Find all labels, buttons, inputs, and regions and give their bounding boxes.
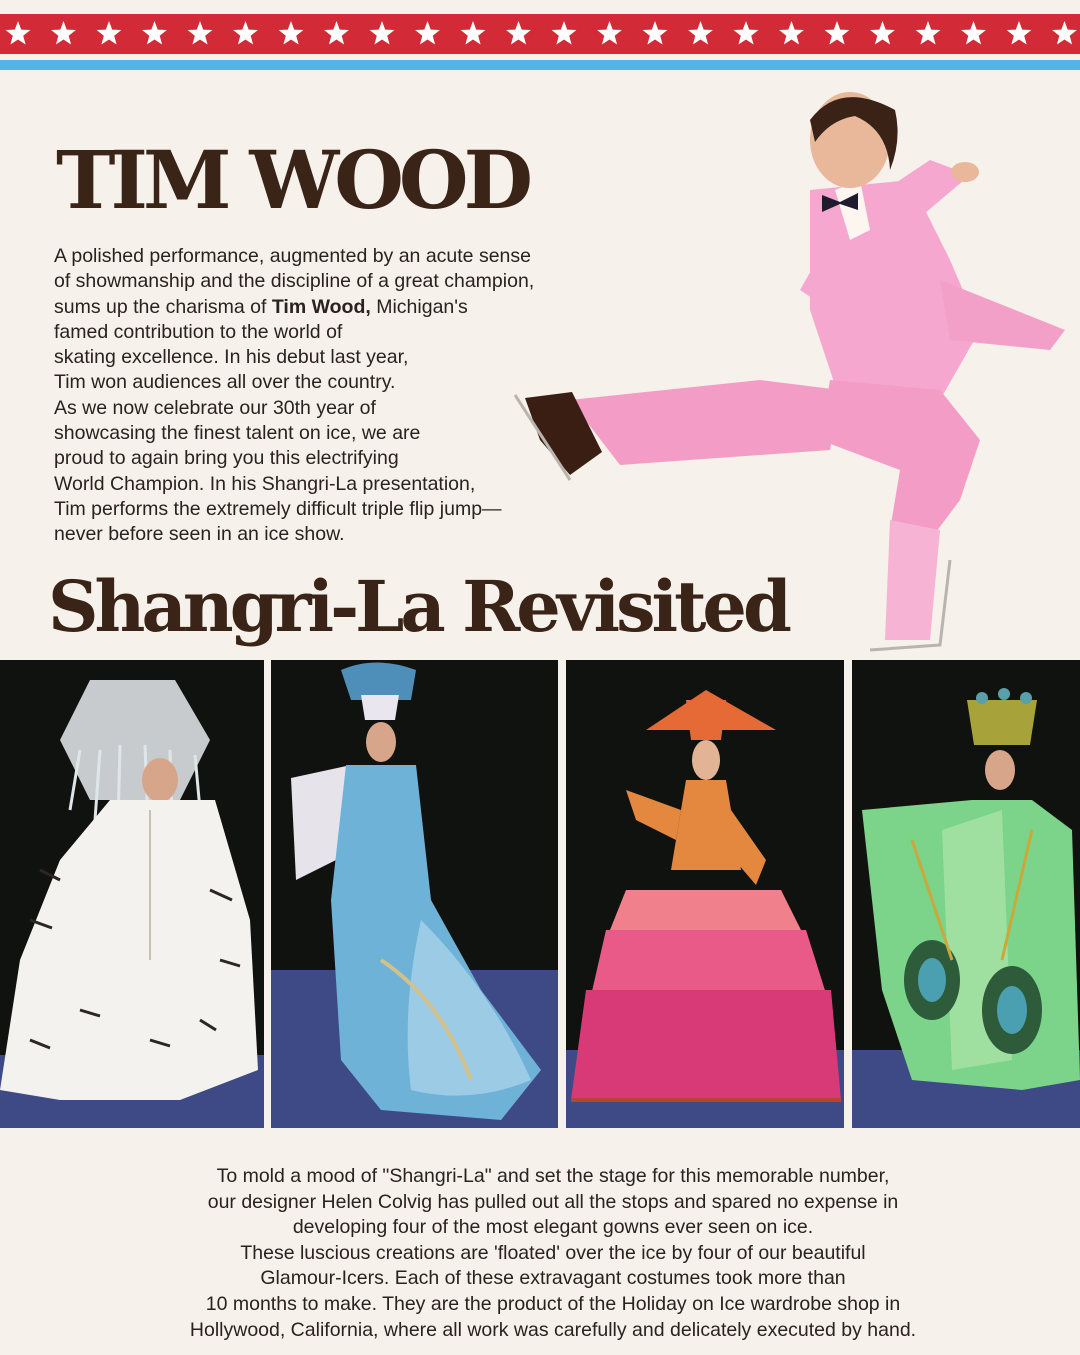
intro-text-start: A polished performance, augmented by an acute sense of showmanship and the discipline of a great champion, sums up the charisma of (54, 245, 535, 318)
star-icon (870, 21, 895, 45)
star-icon (961, 21, 986, 45)
star-icon (370, 21, 395, 45)
star-icon (188, 21, 213, 45)
star-icon (461, 21, 486, 45)
blue-robe-gown-photo (271, 660, 558, 1128)
star-icon (1052, 21, 1077, 45)
star-icon (643, 21, 668, 45)
skater-name: Tim Wood, (271, 295, 371, 318)
star-icon (688, 21, 713, 45)
star-border-band (0, 14, 1080, 54)
stars-row (0, 14, 1080, 54)
star-icon (279, 21, 304, 45)
caption-paragraph: To mold a mood of "Shangri-La" and set the stage for this memorable number, our designer Helen Colvig has pulled out all the stops and spared no expense in developing four of the most elegant gowns ever seen on ice. These luscious creations are 'floated' over the ice by four of our beautiful Glamour-Icers. Each of these extravagant costumes took more than 10 months to make. They are the product of the Holiday on Ice wardrobe shop in Hollywood, California, where all work was carefully and delicately executed by hand. (189, 1165, 917, 1341)
intro-text-end: Michigan's famed contribution to the world of skating excellence. In his debut last year, Tim won audiences all over the country. As we now celebrate our 30th year of showcasing the finest talent on ice, we are proud to again bring you this electrifying World Champion. In his Shangri-La presentation, Tim performs the extremely difficult triple flip jump— never before seen in an ice show. (54, 295, 502, 546)
star-icon (415, 21, 440, 45)
star-icon (779, 21, 804, 45)
blue-rule (0, 60, 1080, 70)
star-icon (1007, 21, 1032, 45)
star-icon (597, 21, 622, 45)
section-title: Shangri-La Revisited (48, 565, 788, 648)
star-icon (6, 21, 31, 45)
star-icon (97, 21, 122, 45)
star-icon (825, 21, 850, 45)
star-icon (916, 21, 941, 45)
star-icon (734, 21, 759, 45)
gown-photo-strip (0, 660, 1080, 1128)
star-icon (233, 21, 258, 45)
page-title: TIM WOOD (56, 133, 528, 227)
star-icon (324, 21, 349, 45)
white-feather-gown-photo (0, 660, 264, 1128)
star-icon (552, 21, 577, 45)
star-icon (506, 21, 531, 45)
pink-tiered-gown-photo (566, 660, 844, 1128)
green-peacock-gown-photo (852, 660, 1080, 1128)
star-icon (142, 21, 167, 45)
star-icon (51, 21, 76, 45)
